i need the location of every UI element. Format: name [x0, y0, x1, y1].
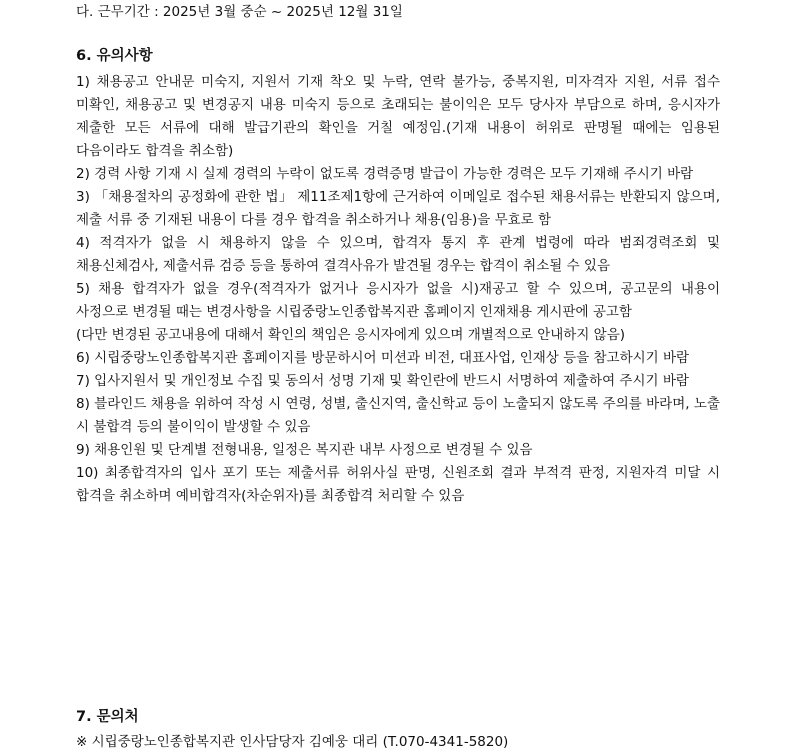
- note-item-4: 4) 적격자가 없을 시 채용하지 않을 수 있으며, 합격자 통지 후 관계 법령에 따라 범죄경력조회 및 채용신체검사, 제출서류 검증 등을 통하여 결격사유가 발견될 경우는 합격이 취소될 수 있음: [76, 235, 720, 274]
- note-item-5-remark: (다만 변경된 공고내용에 대해서 확인의 책임은 응시자에게 있으며 개별적으로 안내하지 않음): [76, 327, 626, 343]
- note-item-6: 6) 시립중랑노인종합복지관 홈페이지를 방문하시어 미션과 비전, 대표사업, 인재상 등을 참고하시기 바람: [76, 350, 690, 366]
- note-item-9: 9) 채용인원 및 단계별 전형내용, 일정은 복지관 내부 사정으로 변경될 수 있음: [76, 442, 533, 458]
- work-period-line: 다. 근무기간 : 2025년 3월 중순 ~ 2025년 12월 31일: [76, 4, 403, 20]
- note-item-3: 3) 「채용절차의 공정화에 관한 법」 제11조제1항에 근거하여 이메일로 접수된 채용서류는 반환되지 않으며, 제출 서류 중 기재된 내용이 다를 경우 합격을 취소하거나 채용(임용)을 무효로 함: [76, 189, 720, 228]
- note-item-2: 2) 경력 사항 기재 시 실제 경력의 누락이 없도록 경력증명 발급이 가능한 경력은 모두 기재해 주시기 바람: [76, 166, 694, 182]
- note-item-8: 8) 블라인드 채용을 위하여 작성 시 연령, 성별, 출신지역, 출신학교 등이 노출되지 않도록 주의를 바라며, 노출 시 불합격 등의 불이익이 발생할 수 있음: [76, 396, 720, 435]
- notes-list: [76, 71, 720, 508]
- note-item-10: 10) 최종합격자의 입사 포기 또는 제출서류 허위사실 판명, 신원조회 결과 부적격 판정, 지원자격 미달 시 합격을 취소하며 예비합격자(차순위자)를 최종합격 처리할 수 있음: [76, 465, 720, 504]
- note-item-7: 7) 입사지원서 및 개인정보 수집 및 동의서 성명 기재 및 확인란에 반드시 서명하여 제출하여 주시기 바람: [76, 373, 689, 389]
- note-item-5: 5) 채용 합격자가 없을 경우(적격자가 없거나 응시자가 없을 시)재공고 할 수 있으며, 공고문의 내용이 사정으로 변경될 때는 변경사항을 시립중랑노인종합복지관 홈페이지 인재채용 게시판에 공고함: [76, 281, 720, 320]
- note-item-1: 1) 채용공고 안내문 미숙지, 지원서 기재 착오 및 누락, 연락 불가능, 중복지원, 미자격자 지원, 서류 접수 미확인, 채용공고 및 변경공지 내용 미숙지 등으로 초래되는 불이익은 모두 당사자 부담으로 하며, 응시자가 제출한 모든 서류에 대해 발급기관의 확인을 거칠 예정임.(기재 내용이 허위로 판명될 때에는 임용된 다음이라도 합격을 취소함): [76, 74, 720, 159]
- section-6-title: 6. 유의사항: [76, 48, 153, 64]
- contact-info: ※ 시립중랑노인종합복지관 인사담당자 김예웅 대리 (T.070-4341-5820): [76, 734, 509, 750]
- section-7-title: 7. 문의처: [76, 709, 139, 725]
